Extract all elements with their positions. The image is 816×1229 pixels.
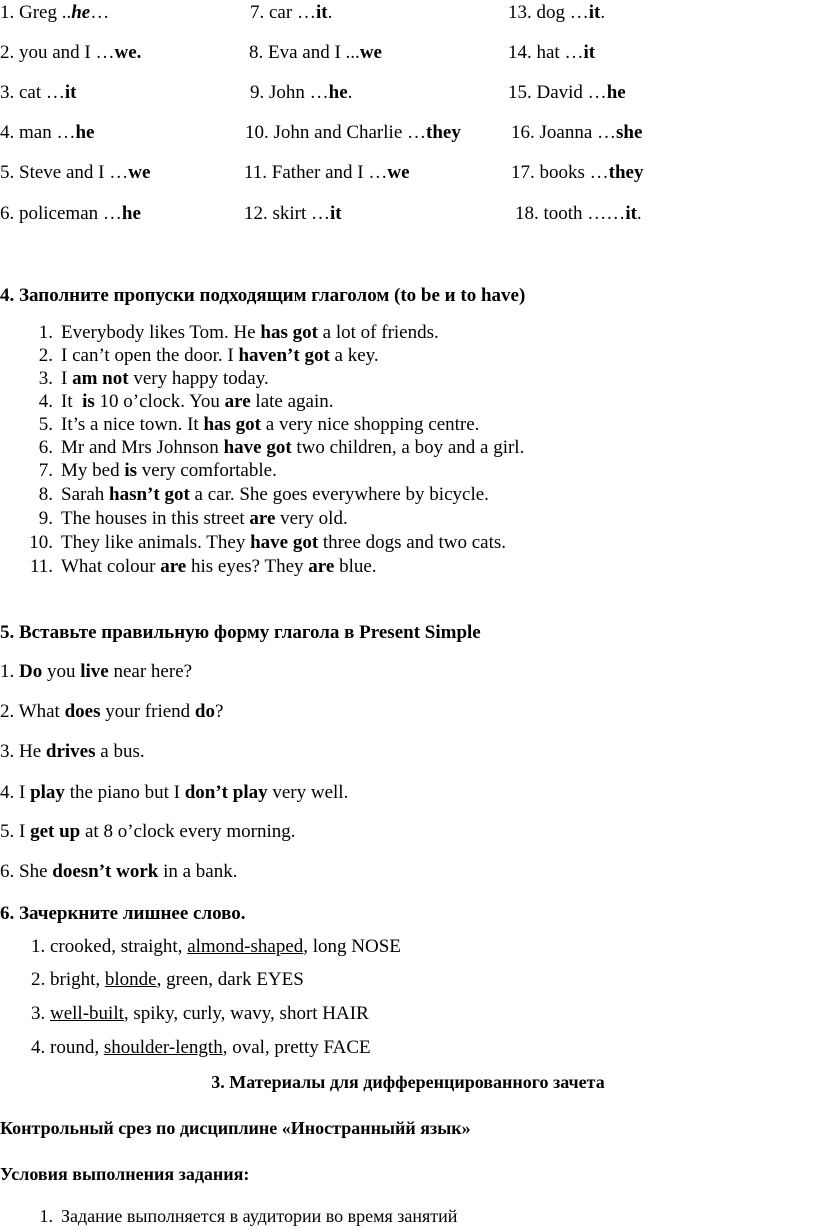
list-item: 4. It is 10 o’clock. You are late again. (38, 391, 334, 412)
list-item: 4. I play the piano but I don’t play very well. (0, 782, 349, 803)
pronoun-item: 8. Eva and I ...we (249, 42, 382, 63)
pronoun-item: 13. dog …it. (508, 2, 606, 23)
pronoun-item: 4. man …he (0, 122, 95, 143)
list-item: 3. I am not very happy today. (38, 368, 269, 389)
list-item: 10. They like animals. They have got three dogs and two cats. (29, 532, 506, 553)
list-item: 5. It’s a nice town. It has got a very nice shopping centre. (38, 414, 480, 435)
pronoun-item: 6. policeman …he (0, 203, 141, 224)
pronoun-item: 12. skirt …it (244, 203, 342, 224)
list-item: 2. I can’t open the door. I haven’t got a key. (38, 345, 379, 366)
section-5-title: 5. Вставьте правильную форму глагола в Present Simple (0, 622, 481, 643)
pronoun-item: 18. tooth ……it. (515, 203, 642, 224)
pronoun-item: 1. Greg ..he… (0, 2, 110, 23)
control-heading: Контрольный срез по дисциплине «Иностранныйй язык» (0, 1118, 471, 1138)
list-item: 2. What does your friend do? (0, 701, 224, 722)
pronoun-item: 5. Steve and I …we (0, 162, 151, 183)
pronoun-item: 11. Father and I …we (244, 162, 410, 183)
pronoun-item: 17. books …they (511, 162, 644, 183)
conditions-heading: Условия выполнения задания: (0, 1164, 250, 1184)
list-item: 11. What colour are his eyes? They are blue. (29, 556, 377, 577)
pronoun-item: 2. you and I …we. (0, 42, 142, 63)
pronoun-item: 7. car …it. (250, 2, 333, 23)
list-item: 3. He drives a bus. (0, 741, 145, 762)
list-item: 1. Задание выполняется в аудитории во время занятий (39, 1206, 458, 1226)
pronoun-item: 16. Joanna …she (511, 122, 643, 143)
pronoun-item: 15. David …he (508, 82, 626, 103)
list-item: 1. Do you live near here? (0, 661, 193, 682)
pronoun-item: 3. cat …it (0, 82, 77, 103)
list-item: 5. I get up at 8 o’clock every morning. (0, 821, 296, 842)
list-item: 4. round, shoulder-length, oval, pretty FACE (31, 1037, 371, 1058)
list-item: 3. well-built, spiky, curly, wavy, short HAIR (31, 1003, 369, 1024)
pronoun-item: 14. hat …it (508, 42, 596, 63)
pronoun-item: 9. John …he. (250, 82, 353, 103)
pronoun-item: 10. John and Charlie …they (245, 122, 461, 143)
list-item: 7. My bed is very comfortable. (38, 460, 277, 481)
list-item: 6. Mr and Mrs Johnson have got two children, a boy and a girl. (38, 437, 525, 458)
section-6-title: 6. Зачеркните лишнее слово. (0, 903, 246, 924)
materials-heading: 3. Материалы для дифференцированного зачета (211, 1072, 605, 1092)
list-item: 6. She doesn’t work in a bank. (0, 861, 238, 882)
section-4-title: 4. Заполните пропуски подходящим глаголом (to be и to have) (0, 285, 526, 306)
list-item: 1. Everybody likes Tom. He has got a lot of friends. (38, 322, 439, 343)
list-item: 8. Sarah hasn’t got a car. She goes everywhere by bicycle. (38, 484, 489, 505)
list-item: 2. bright, blonde, green, dark EYES (31, 969, 304, 990)
list-item: 9. The houses in this street are very old. (38, 508, 348, 529)
list-item: 1. crooked, straight, almond-shaped, long NOSE (31, 936, 401, 957)
